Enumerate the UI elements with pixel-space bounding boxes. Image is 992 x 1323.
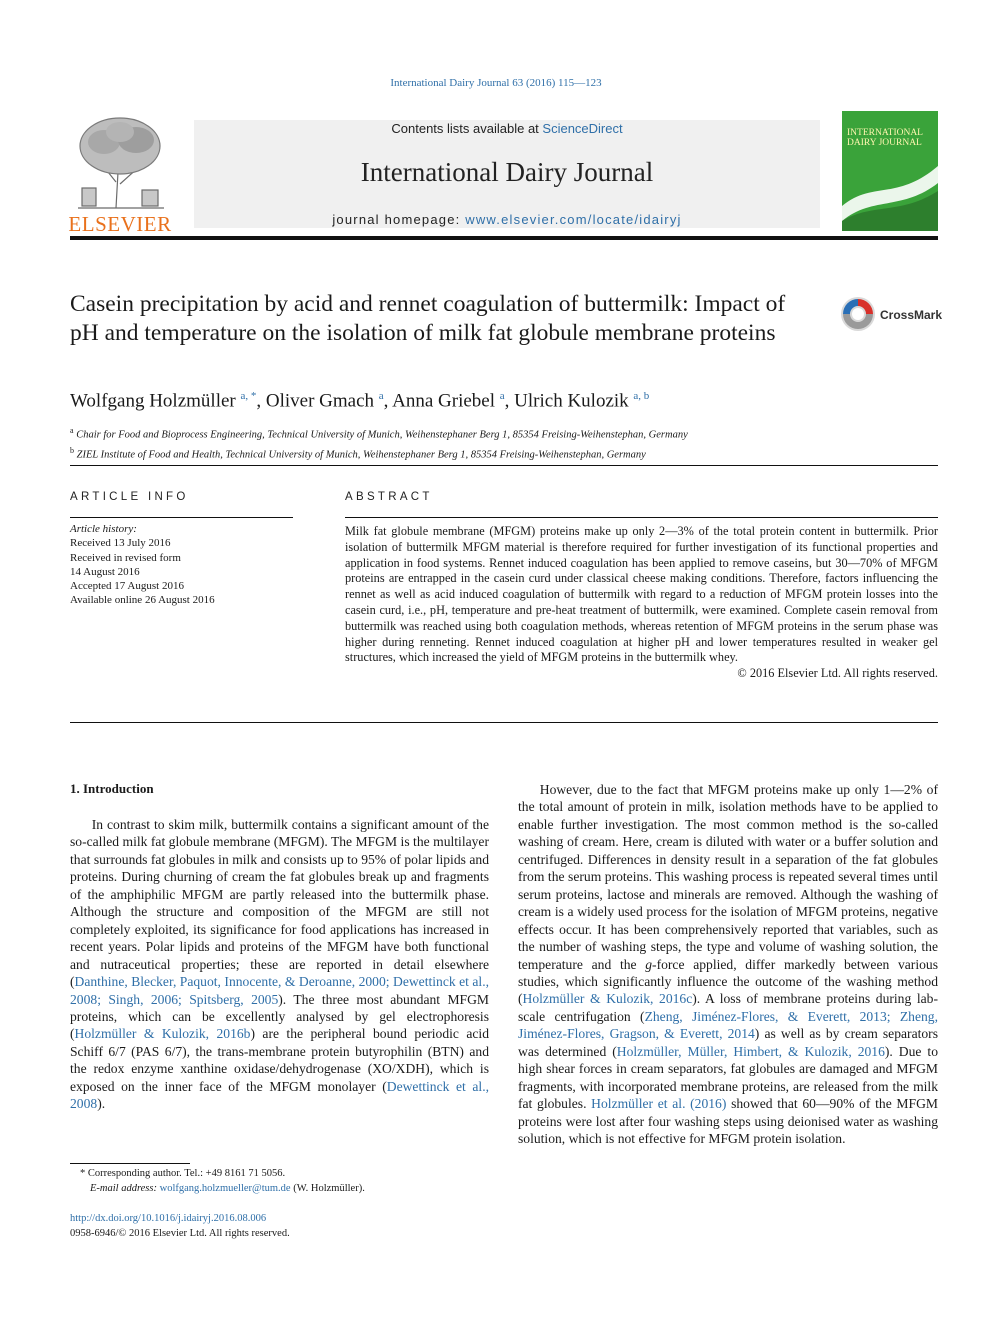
text-run: ) as well as by cream separators was determined ( bbox=[518, 1026, 938, 1059]
affiliation-sup: a bbox=[70, 426, 74, 435]
affiliation-item bbox=[70, 443, 930, 463]
doi-block bbox=[70, 1211, 490, 1241]
author-name[interactable]: Oliver Gmach bbox=[265, 390, 375, 412]
history-item: Received in revised form bbox=[70, 551, 181, 564]
citation-link[interactable]: Danthine, Blecker, Paquot, Innocente, & Deroanne, 2000; Dewettinck et al., 2008; Singh, 2006; Spitsberg, 2005 bbox=[70, 974, 489, 1007]
text-run: g bbox=[645, 956, 653, 972]
citation-link[interactable]: Holzmüller, Müller, Himbert, & Kulozik, 2016 bbox=[616, 1043, 885, 1059]
contents-prefix: Contents lists available at bbox=[391, 121, 543, 136]
text-run: ). The three most abundant MFGM proteins, which can be excellently analysed by gel electrophoresis ( bbox=[70, 991, 489, 1042]
affiliation-sup: b bbox=[70, 445, 74, 455]
homepage-line bbox=[194, 212, 820, 227]
divider bbox=[70, 517, 293, 518]
affiliations bbox=[70, 423, 930, 462]
author-affil-sup[interactable]: a bbox=[499, 390, 505, 402]
abstract-heading: ABSTRACT bbox=[345, 491, 433, 503]
issn-copyright: 0958-6946/© 2016 Elsevier Ltd. All rights reserved. bbox=[70, 1228, 290, 1239]
footnote bbox=[70, 1166, 490, 1196]
footnote-rule bbox=[70, 1163, 190, 1164]
history-item: Received 13 July 2016 bbox=[70, 537, 171, 550]
author-affil-sup[interactable]: a, b bbox=[633, 390, 650, 402]
contents-line bbox=[194, 121, 820, 136]
text-run: ). bbox=[97, 1096, 106, 1112]
history-item: Accepted 17 August 2016 bbox=[70, 580, 184, 593]
sciencedirect-link[interactable]: ScienceDirect bbox=[542, 121, 623, 136]
divider bbox=[345, 517, 938, 518]
citation-link[interactable]: Holzmüller et al. (2016) bbox=[591, 1096, 727, 1112]
text-run: ). A loss of membrane proteins during lab-scale centrifugation ( bbox=[518, 991, 939, 1024]
article-info-heading: ARTICLE INFO bbox=[70, 491, 189, 503]
affiliation-item bbox=[70, 423, 930, 443]
body-column-left bbox=[70, 816, 489, 1113]
divider bbox=[70, 722, 938, 723]
text-run: In contrast to skim milk, buttermilk contains a significant amount of the so-called milk fat globule membrane (MFGM). The MFGM is the multilayer that surrounds fat globules in milk and consists up to 95% of polar lipids and proteins. During churning of cream the fat globules break up and fragments of the amphiphilic MFGM are partly released into the buttermilk phase. Although the structure and composition of the MFGM are still not completely exploited, its significance for food applications has increased in recent years. Polar lipids and proteins of the MFGM have both functional and nutraceutical properties; these are reported in detail elsewhere ( bbox=[70, 817, 489, 990]
intro-paragraph bbox=[70, 816, 489, 1113]
article-history bbox=[70, 522, 310, 608]
citation-link[interactable]: Dewettinck et al., 2008 bbox=[70, 1078, 490, 1112]
abstract-block bbox=[345, 524, 938, 682]
text-run: ) are the peripheral bound periodic acid Schiff 6/7 (PAS 6/7), the trans-membrane protein butyrophilin (BTN) and the redox enzyme xanthine oxidase/dehydrogenase (XO/XDH), which is exposed on the inner face of the MFGM monolayer ( bbox=[70, 1026, 489, 1094]
journal-citation[interactable]: International Dairy Journal 63 (2016) 115—123 bbox=[390, 77, 602, 89]
author-affil-sup[interactable]: a bbox=[378, 390, 384, 402]
homepage-prefix: journal homepage: bbox=[332, 212, 466, 227]
author-name[interactable]: Wolfgang Holzmüller bbox=[70, 390, 236, 412]
footnote-mark: * bbox=[80, 1168, 86, 1179]
history-label: Article history: bbox=[70, 523, 137, 535]
divider bbox=[70, 465, 938, 466]
citation-link[interactable]: Holzmüller & Kulozik, 2016b bbox=[74, 1026, 251, 1042]
text-run: showed that 60—90% of the MFGM proteins were lost after four washing steps using deionised water as washing solution, which is not effective for MFGM protein isolation. bbox=[518, 1096, 938, 1147]
history-item: Available online 26 August 2016 bbox=[70, 594, 215, 607]
intro-paragraph bbox=[518, 781, 938, 1148]
homepage-link[interactable]: www.elsevier.com/locate/idairyj bbox=[465, 212, 682, 227]
abstract-copyright: © 2016 Elsevier Ltd. All rights reserved. bbox=[737, 666, 938, 681]
author-name[interactable]: Anna Griebel bbox=[392, 390, 496, 412]
email-link[interactable]: wolfgang.holzmueller@tum.de bbox=[159, 1183, 291, 1194]
header-rule bbox=[70, 236, 938, 240]
email-suffix: (W. Holzmüller). bbox=[290, 1183, 365, 1194]
article-title: Casein precipitation by acid and rennet coagulation of buttermilk: Impact of pH and temperature on the isolation of milk fat globule membrane proteins bbox=[70, 291, 786, 346]
affiliation-text: Chair for Food and Bioprocess Engineering, Technical University of Munich, Weihenstephaner Berg 1, 85354 Freising-Weihenstephan, Germany bbox=[76, 429, 688, 441]
email-label: E-mail address: bbox=[90, 1183, 157, 1194]
body-column-right bbox=[518, 781, 938, 1148]
cover-title: INTERNATIONAL DAIRY JOURNAL bbox=[847, 128, 923, 148]
citation-link[interactable]: Zheng, Jiménez-Flores, & Everett, 2013; Zheng, Jiménez-Flores, Gragson, & Everett, 2014 bbox=[518, 1008, 938, 1042]
section-heading: 1. Introduction bbox=[70, 781, 154, 796]
affiliation-text: ZIEL Institute of Food and Health, Technical University of Munich, Weihenstephaner Berg 1, 85354 Freising-Weihenstephan, Germany bbox=[76, 449, 646, 460]
author-list: Wolfgang Holzmüller $^{a, *}$, Oliver Gmach $^a$, Anna Griebel $^a$, Ulrich Kulozik $^{a, b}$ bbox=[70, 390, 650, 412]
journal-cover-thumbnail[interactable] bbox=[842, 111, 938, 231]
doi-link[interactable]: http://dx.doi.org/10.1016/j.idairyj.2016.08.006 bbox=[70, 1213, 267, 1224]
elsevier-wordmark[interactable]: ELSEVIER bbox=[68, 212, 172, 236]
crossmark-icon[interactable] bbox=[840, 296, 876, 332]
journal-title: International Dairy Journal bbox=[360, 157, 654, 187]
text-run: ). Due to high shear forces in cream separators, fat globules are damaged and MFGM fragments, with incorporated membrane proteins, are released from the milk fat globules. bbox=[518, 1043, 938, 1112]
abstract-text: Milk fat globule membrane (MFGM) proteins make up only 2—3% of the total protein content in buttermilk. Prior isolation of buttermilk MFGM material is therefore required for further investigation of its functional properties and application in food systems. Rennet induced coagulation has been applied to remove caseins, but 30—70% of MFGM proteins are entrapped in the casein curd under classical cheese making conditions. Therefore, factors influencing the rennet as well as acid induced coagulation of buttermilk with regard to a reduction of MFGM protein losses into the casein curd, i.e., pH, temperature and pre-heat treatment of buttermilk, were examined. Complete casein removal from buttermilk was reached using both coagulation methods, whereas retention of MFGM proteins in the serum phase was higher during renneting. Rennet induced coagulation at higher pH and lower temperatures resulted in weaker gel structures, which increased the yield of MFGM proteins in the buttermilk whey. bbox=[345, 524, 938, 665]
author-affil-sup[interactable]: a, * bbox=[240, 390, 257, 402]
crossmark-label[interactable]: CrossMark bbox=[880, 308, 943, 322]
text-run: -force applied, differ markedly between various studies, which significantly influence the outcome of the washing method ( bbox=[518, 956, 938, 1007]
citation-link[interactable]: Holzmüller & Kulozik, 2016c bbox=[522, 991, 693, 1007]
corresponding-author: Corresponding author. Tel.: +49 8161 71 5056. bbox=[87, 1168, 286, 1179]
author-name[interactable]: Ulrich Kulozik bbox=[514, 390, 629, 412]
text-run: However, due to the fact that MFGM proteins make up only 1—2% of the total amount of protein in milk, isolation methods have to be applied to enable further investigation. The most common method is the so-called washing of cream. Here, cream is diluted with water or a buffer solution and centrifuged. Differences in density result in a separation of the fat globules from the serum proteins. This washing process is repeated several times until serum proteins, lactose and minerals are removed. Although the washing of cream is a widely used process for the isolation of MFGM proteins, negative effects occur. It has been comprehensively reported that variables, such as the number of washing steps, the type and volume of washing solution, the temperature and the bbox=[518, 782, 938, 972]
history-item: 14 August 2016 bbox=[70, 565, 140, 578]
